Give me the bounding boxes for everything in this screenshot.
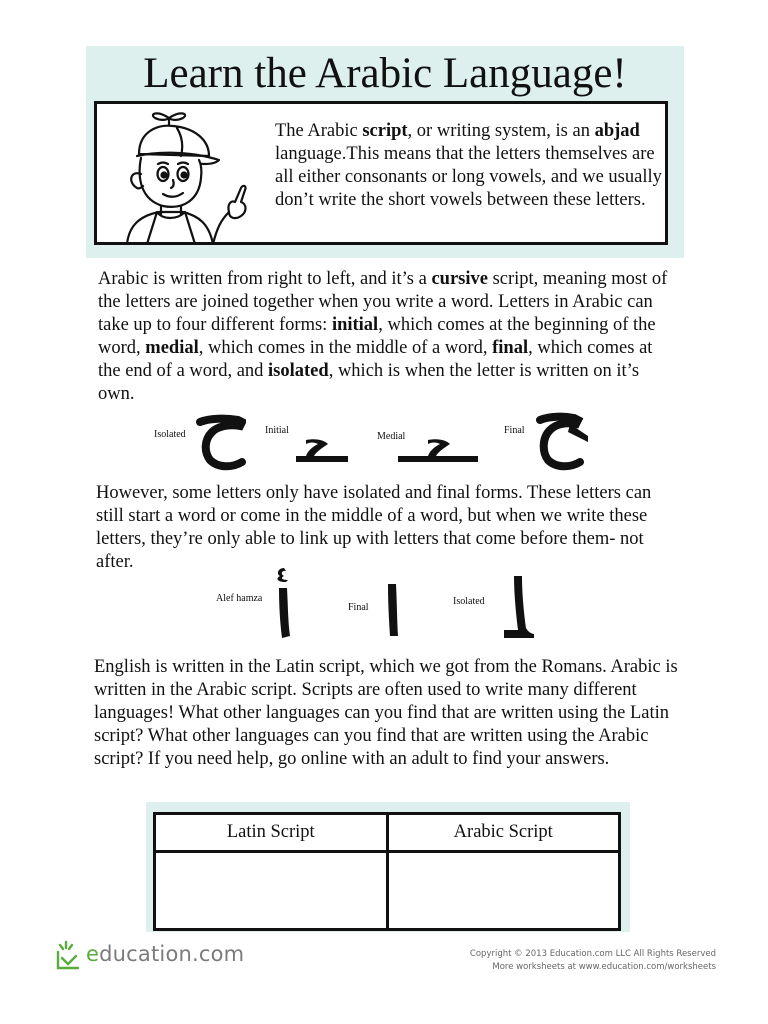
- arabic-script-header: Arabic Script: [387, 814, 620, 852]
- education-logo-text: education.com: [86, 942, 245, 966]
- education-logo: [48, 934, 248, 978]
- intro-text: The Arabic script, or writing system, is an abjad language.This means that the letters themselves are all either consonants or long vowels, and we usually don’t write the short vowels between these letters.: [275, 121, 662, 210]
- latin-script-header: Latin Script: [155, 814, 388, 852]
- more-worksheets-text: More worksheets at www.education.com/worksheets: [492, 962, 716, 972]
- latin-script-answer-cell: [155, 852, 388, 930]
- medial-label: Medial: [377, 431, 406, 442]
- hah-initial-glyph: [294, 434, 350, 466]
- hah-isolated-glyph: [196, 414, 246, 472]
- scripts-table: [153, 812, 621, 931]
- final-label: Final: [504, 425, 525, 436]
- alef-hamza-glyph: [268, 562, 298, 640]
- paragraph-scripts: English is written in the Latin script, which we got from the Romans. Arabic is written in the Arabic script. Scripts are often used to write many different languages! What other languages can you find that are written using the Latin script? What other languages can you find that are written using the Arabic script? If you need help, go online with an adult to find your answers.: [94, 657, 678, 769]
- paragraph-isolated-final: However, some letters only have isolated and final forms. These letters can still start a word or come in the middle of a word, but when we write these letters, they’re only able to link up with letters that come before them- not after.: [96, 483, 652, 572]
- hah-final-glyph: [536, 410, 592, 472]
- boy-with-propeller-cap-icon: [117, 108, 255, 244]
- isolated-label: Isolated: [154, 429, 186, 440]
- initial-label: Initial: [265, 425, 289, 436]
- copyright-notice: [470, 948, 716, 974]
- table-header-row: [155, 814, 620, 852]
- final-label-2: Final: [348, 602, 369, 613]
- alef-final-glyph: [382, 582, 402, 638]
- alef-isolated-glyph: [500, 574, 536, 638]
- hah-medial-glyph: [398, 434, 480, 466]
- alef-hamza-label: Alef hamza: [216, 593, 263, 604]
- education-logo-book-icon: [52, 938, 86, 974]
- isolated-label-2: Isolated: [453, 596, 485, 607]
- table-answer-row: [155, 852, 620, 930]
- page-title: Learn the Arabic Language!: [143, 50, 627, 97]
- intro-box: [94, 101, 668, 245]
- copyright-text: Copyright © 2013 Education.com LLC All Rights Reserved: [469, 949, 716, 959]
- paragraph-letter-forms: Arabic is written from right to left, and it’s a cursive script, meaning most of the letters are joined together when you write a word. Letters in Arabic can take up to four different forms: initial, which comes at the beginning of the word, medial, which comes in the middle of a word, final, which comes at the end of a word, and isolated, which is when the letter is written on it’s own.: [98, 269, 668, 404]
- arabic-script-answer-cell: [387, 852, 620, 930]
